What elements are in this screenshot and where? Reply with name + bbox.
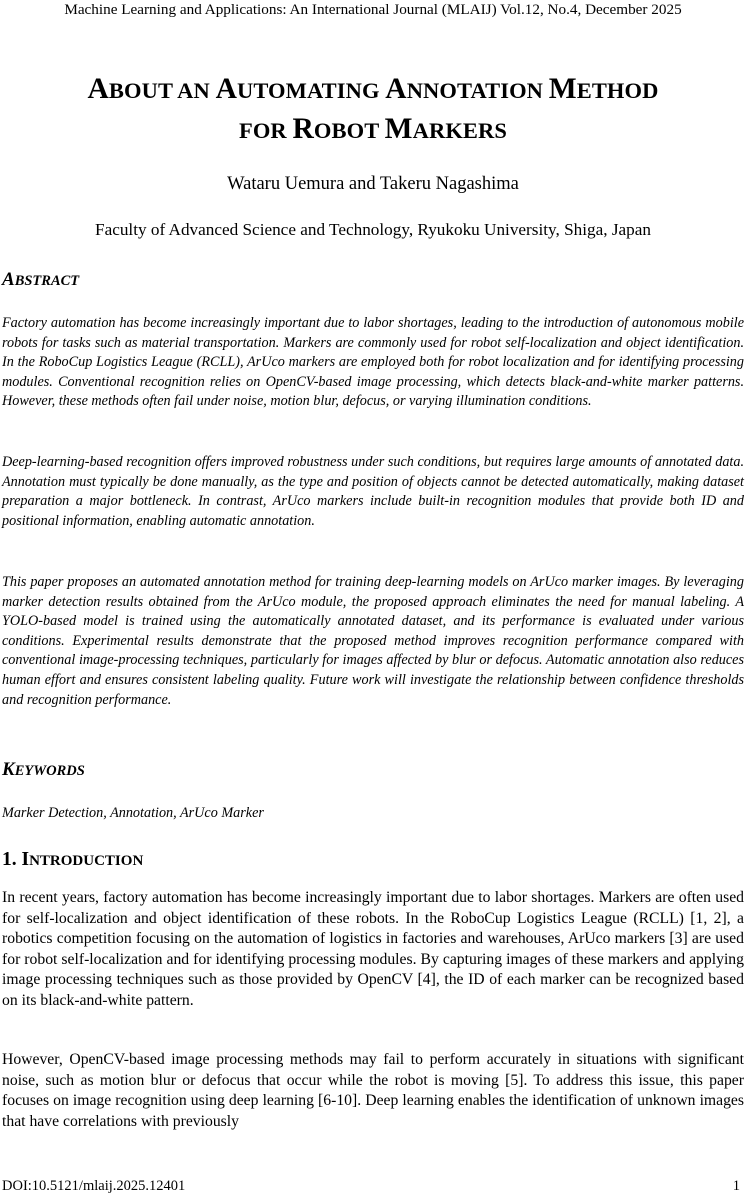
title-word: METHOD <box>548 73 659 105</box>
keywords-heading: KEYWORDS <box>2 759 85 780</box>
abstract-paragraph-2: Deep-learning-based recognition offers improved robustness under such conditions, but requires large amounts of annotated data. Annotation must typically be done manually, as the type and position of objects cannot be detected automatically, making dataset preparation a major bottleneck. In contrast, ArUco markers include built-in recognition modules that provide both ID and positional information, enabling automatic annotation. <box>2 454 744 529</box>
title-word: FOR <box>238 118 293 143</box>
keywords-text: Marker Detection, Annotation, ArUco Marker <box>2 805 264 821</box>
introduction-heading: 1. INTRODUCTION <box>2 849 144 870</box>
abstract-paragraph-3: This paper proposes an automated annotation method for training deep-learning models on ArUco marker images. By leveraging marker detection results obtained from the ArUco module, the proposed approach eliminates the need for manual labeling. A YOLO-based model is trained using the automatically annotated dataset, and its performance is evaluated under various conditions. Experimental results demonstrate that the proposed method improves recognition performance compared with conventional image-processing techniques, particularly for images affected by blur or defocus. Automatic annotation also reduces human effort and ensures consistent labeling quality. Future work will investigate the relationship between confidence thresholds and recognition performance. <box>2 574 744 708</box>
intro-paragraph-2: However, OpenCV-based image processing methods may fail to perform accurately in situations with significant noise, such as motion blur or defocus that occur while the robot is moving [5]. To address this issue, this paper focuses on image recognition using deep learning [6-10]. Deep learning enables the identification of unknown images that have correlations with previously <box>2 1051 744 1130</box>
authors: Wataru Uemura and Takeru Nagashima <box>227 174 519 194</box>
title-line-2 <box>0 110 746 150</box>
page-number: 1 <box>732 1178 740 1194</box>
affiliation: Faculty of Advanced Science and Technology, Ryukoku University, Shiga, Japan <box>95 220 651 239</box>
title-word: ROBOT <box>292 113 385 145</box>
intro-paragraph-1: In recent years, factory automation has become increasingly important due to labor shortages. Markers are often used for self-localization and object identification of these robots. In the RoboCup Logistics League (RCLL) [1, 2], a robotics competition focusing on the automation of logistics in factories and warehouses, ArUco markers [3] are used for robot self-localization and for identifying processing modules. By capturing images of these markers and applying image processing techniques such as those provided by OpenCV [4], the ID of each marker can be recognized based on its black-and-white pattern. <box>2 889 744 1009</box>
title-word: ABOUT AN <box>87 73 216 105</box>
paper-title <box>0 70 746 150</box>
title-word: AUTOMATING <box>215 73 386 105</box>
title-word: MARKERS <box>384 113 507 145</box>
abstract-paragraph-1: Factory automation has become increasingly important due to labor shortages, leading to the introduction of autonomous mobile robots for tasks such as material transportation. Markers are commonly used for robot self-localization and object identification. In the RoboCup Logistics League (RCLL), ArUco markers are employed both for robot localization and for identifying processing modules. Conventional recognition relies on OpenCV-based image processing, which detects black-and-white marker patterns. However, these methods often fail under noise, motion blur, defocus, or varying illumination conditions. <box>2 315 744 410</box>
abstract-heading: ABSTRACT <box>2 269 80 290</box>
running-header: Machine Learning and Applications: An International Journal (MLAIJ) Vol.12, No.4, December 2025 <box>64 1 682 18</box>
title-line-1 <box>0 70 746 110</box>
title-word: ANNOTATION <box>385 73 549 105</box>
footer-doi: DOI:10.5121/mlaij.2025.12401 <box>2 1178 186 1194</box>
